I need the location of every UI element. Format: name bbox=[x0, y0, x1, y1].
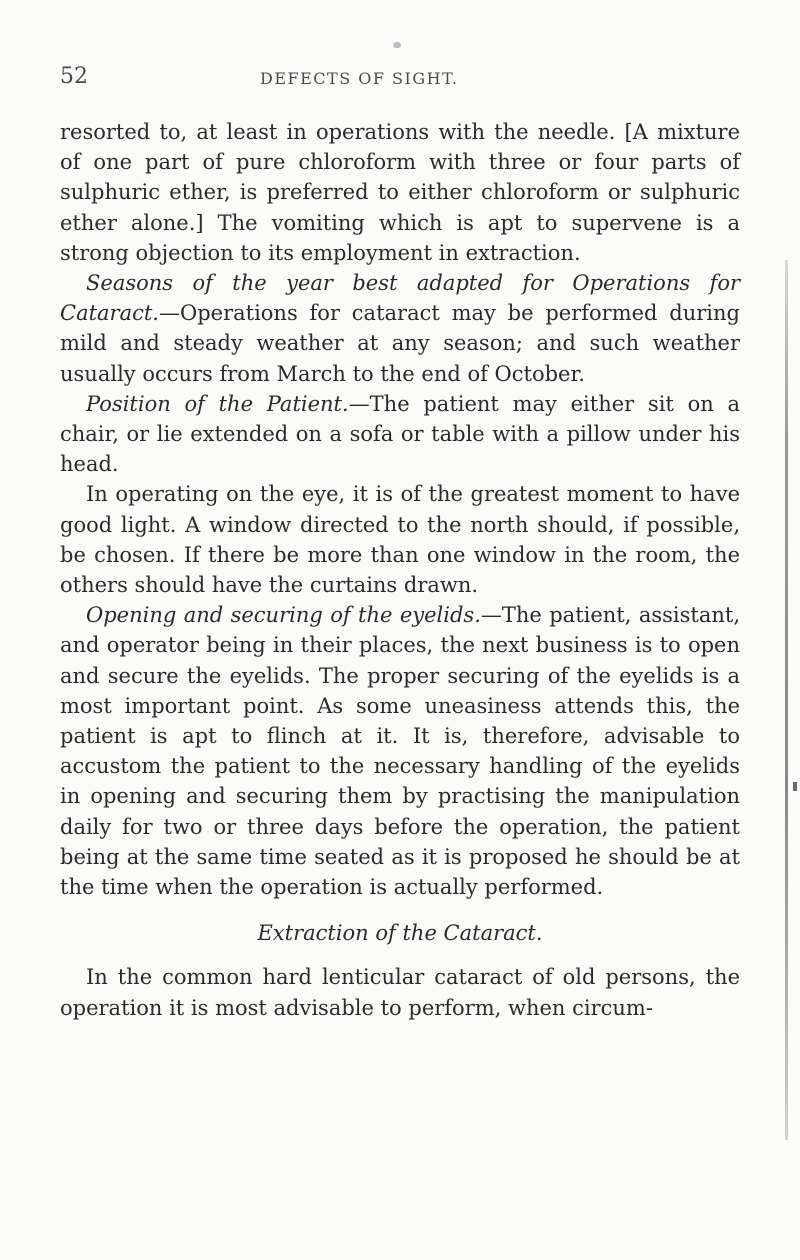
page-header bbox=[60, 62, 740, 92]
paragraph-position bbox=[60, 389, 740, 480]
paragraph-seasons-text: —Operations for cataract may be performed during mild and steady weather at any season; and such weather usually occurs from March to the end of October. bbox=[60, 301, 740, 386]
side-heading-position: Position of the Patient. bbox=[86, 391, 349, 416]
paragraph-seasons bbox=[60, 268, 740, 389]
ink-speck bbox=[793, 782, 797, 791]
side-heading-eyelids: Opening and securing of the eyelids. bbox=[86, 603, 481, 628]
running-head: DEFECTS OF SIGHT. bbox=[260, 69, 459, 88]
side-heading-seasons: Seasons of the year best adapted for Operations for Cataract. bbox=[60, 271, 740, 326]
body-text bbox=[60, 117, 740, 1023]
printer-mark bbox=[393, 42, 401, 48]
page-edge-shadow bbox=[785, 260, 788, 1140]
paragraph-light: In operating on the eye, it is of the greatest moment to have good light. A window directed to the north should, if possible, be chosen. If there be more than one window in the room, the others should have the curtains drawn. bbox=[60, 482, 740, 598]
page-number: 52 bbox=[60, 64, 88, 89]
paragraph-eyelids-text: —The patient, assistant, and operator being in their places, the next business is to open and secure the eyelids. The proper securing of the eyelids is a most important point. As some uneasiness attends this, the patient is apt to flinch at it. It is, therefore, advisable to accustom the patient to the necessary handling of the eyelids in opening and securing them by practising the manipulation daily for two or three days before the operation, the patient being at the same time seated as it is proposed he should be at the time when the operation is actually performed. bbox=[60, 603, 740, 900]
paragraph-extraction: In the common hard lenticular cataract of old persons, the operation it is most advisable to perform, when circum- bbox=[60, 965, 740, 1020]
paragraph-position-text: —The patient may either sit on a chair, or lie extended on a sofa or table with a pillow under his head. bbox=[60, 391, 741, 477]
section-title: Extraction of the Cataract. bbox=[257, 921, 543, 946]
paragraph-eyelids bbox=[60, 600, 740, 902]
paragraph-chloroform: resorted to, at least in operations with the needle. [A mixture of one part of pure chloroform with three or four parts of sulphuric ether, is preferred to either chloroform or sulphuric ether alone.] The vomiting which is apt to supervene is a strong objection to its employment in extraction. bbox=[60, 120, 740, 265]
